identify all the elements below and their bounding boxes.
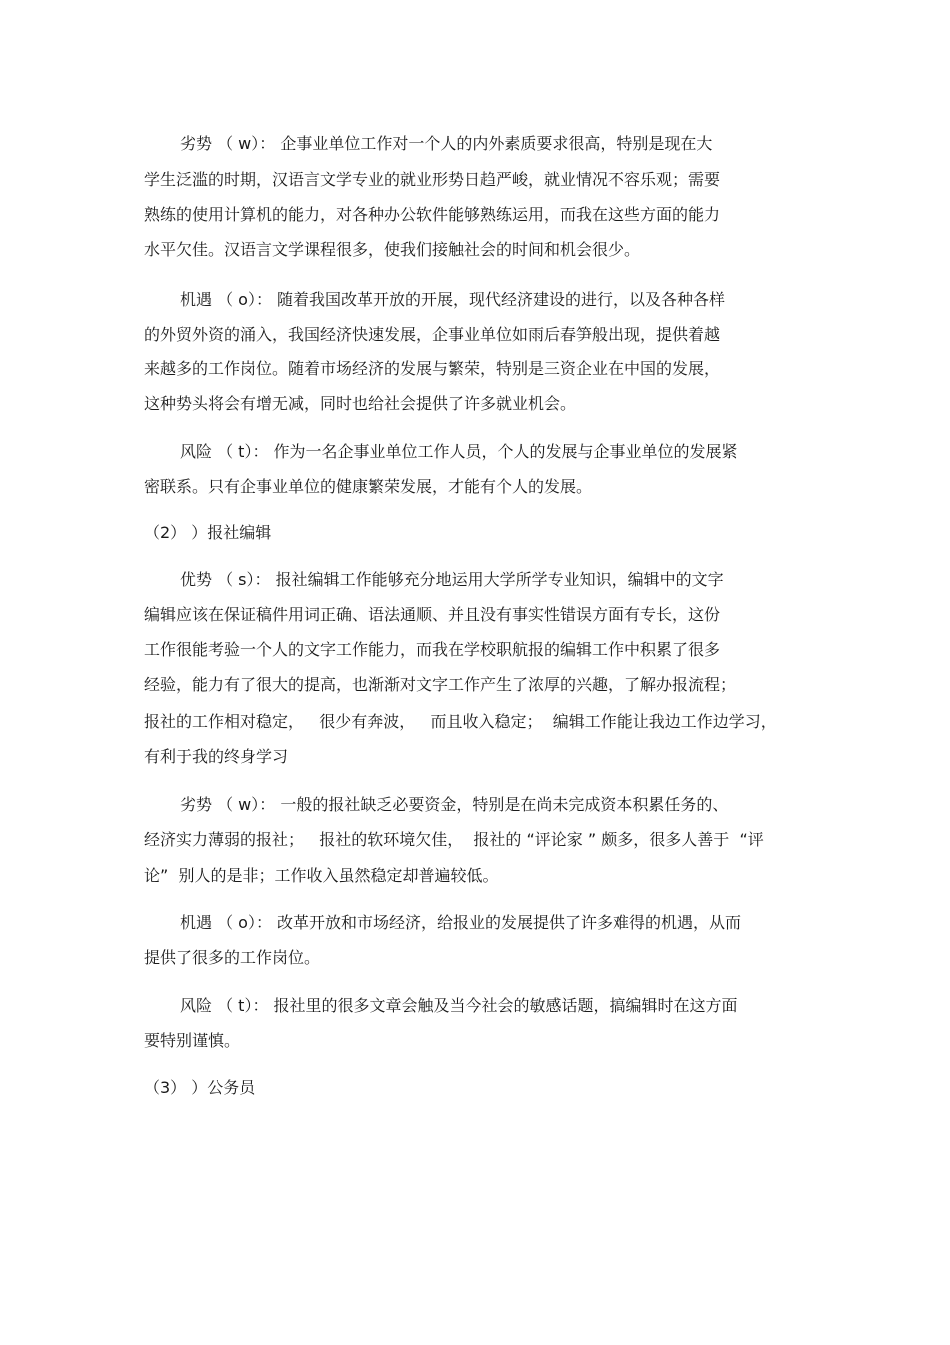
text-line: 要特别谨慎。 bbox=[144, 1031, 241, 1050]
text-line: 优势 （ s）： 报社编辑工作能够充分地运用大学所学专业知识，编辑中的文字 bbox=[180, 570, 724, 589]
text-line: 学生泛滥的时期，汉语言文学专业的就业形势日趋严峻，就业情况不容乐观；需要 bbox=[144, 170, 721, 189]
text-line: 风险 （ t）： 作为一名企事业单位工作人员，个人的发展与企事业单位的发展紧 bbox=[180, 442, 738, 461]
text-line: 编辑应该在保证稿件用词正确、语法通顺、并且没有事实性错误方面有专长，这份 bbox=[144, 605, 721, 624]
text-line: 有利于我的终身学习 bbox=[144, 747, 289, 766]
text-line: 工作很能考验一个人的文字工作能力，而我在学校职航报的编辑工作中积累了很多 bbox=[144, 640, 721, 659]
text-line: 劣势 （ w）： 一般的报社缺乏必要资金，特别是在尚未完成资本积累任务的、 bbox=[180, 795, 729, 814]
text-line: 水平欠佳。汉语言文学课程很多，使我们接触社会的时间和机会很少。 bbox=[144, 240, 641, 259]
text-line: 提供了很多的工作岗位。 bbox=[144, 948, 321, 967]
text-line: 论” 别人的是非；工作收入虽然稳定却普遍较低。 bbox=[144, 866, 499, 885]
text-line: 熟练的使用计算机的能力，对各种办公软件能够熟练运用，而我在这些方面的能力 bbox=[144, 205, 721, 224]
text-line: 这种势头将会有增无减，同时也给社会提供了许多就业机会。 bbox=[144, 394, 577, 413]
section-heading-newspaper-editor: （2） ）报社编辑 bbox=[144, 523, 272, 542]
text-line: 机遇 （ o）： 随着我国改革开放的开展，现代经济建设的进行，以及各种各样 bbox=[180, 290, 726, 309]
text-line: 劣势 （ w）： 企事业单位工作对一个人的内外素质要求很高，特别是现在大 bbox=[180, 134, 713, 153]
section-heading-civil-servant: （3） ）公务员 bbox=[144, 1078, 256, 1097]
text-line: 密联系。只有企事业单位的健康繁荣发展，才能有个人的发展。 bbox=[144, 477, 593, 496]
text-line: 的外贸外资的涌入，我国经济快速发展，企事业单位如雨后春笋般出现，提供着越 bbox=[144, 325, 721, 344]
text-line: 经验，能力有了很大的提高，也渐渐对文字工作产生了浓厚的兴趣，了解办报流程； bbox=[144, 675, 737, 694]
text-line: 机遇 （ o）： 改革开放和市场经济，给报业的发展提供了许多难得的机遇，从而 bbox=[180, 913, 742, 932]
text-line: 来越多的工作岗位。随着市场经济的发展与繁荣，特别是三资企业在中国的发展， bbox=[144, 359, 721, 378]
text-line: 经济实力薄弱的报社； 报社的软环境欠佳， 报社的 “评论家 ” 颇多，很多人善于 “评 bbox=[144, 830, 764, 849]
text-line: 报社的工作相对稳定， 很少有奔波， 而且收入稳定； 编辑工作能让我边工作边学习， bbox=[144, 712, 777, 731]
text-line: 风险 （ t）： 报社里的很多文章会触及当今社会的敏感话题，搞编辑时在这方面 bbox=[180, 996, 738, 1015]
